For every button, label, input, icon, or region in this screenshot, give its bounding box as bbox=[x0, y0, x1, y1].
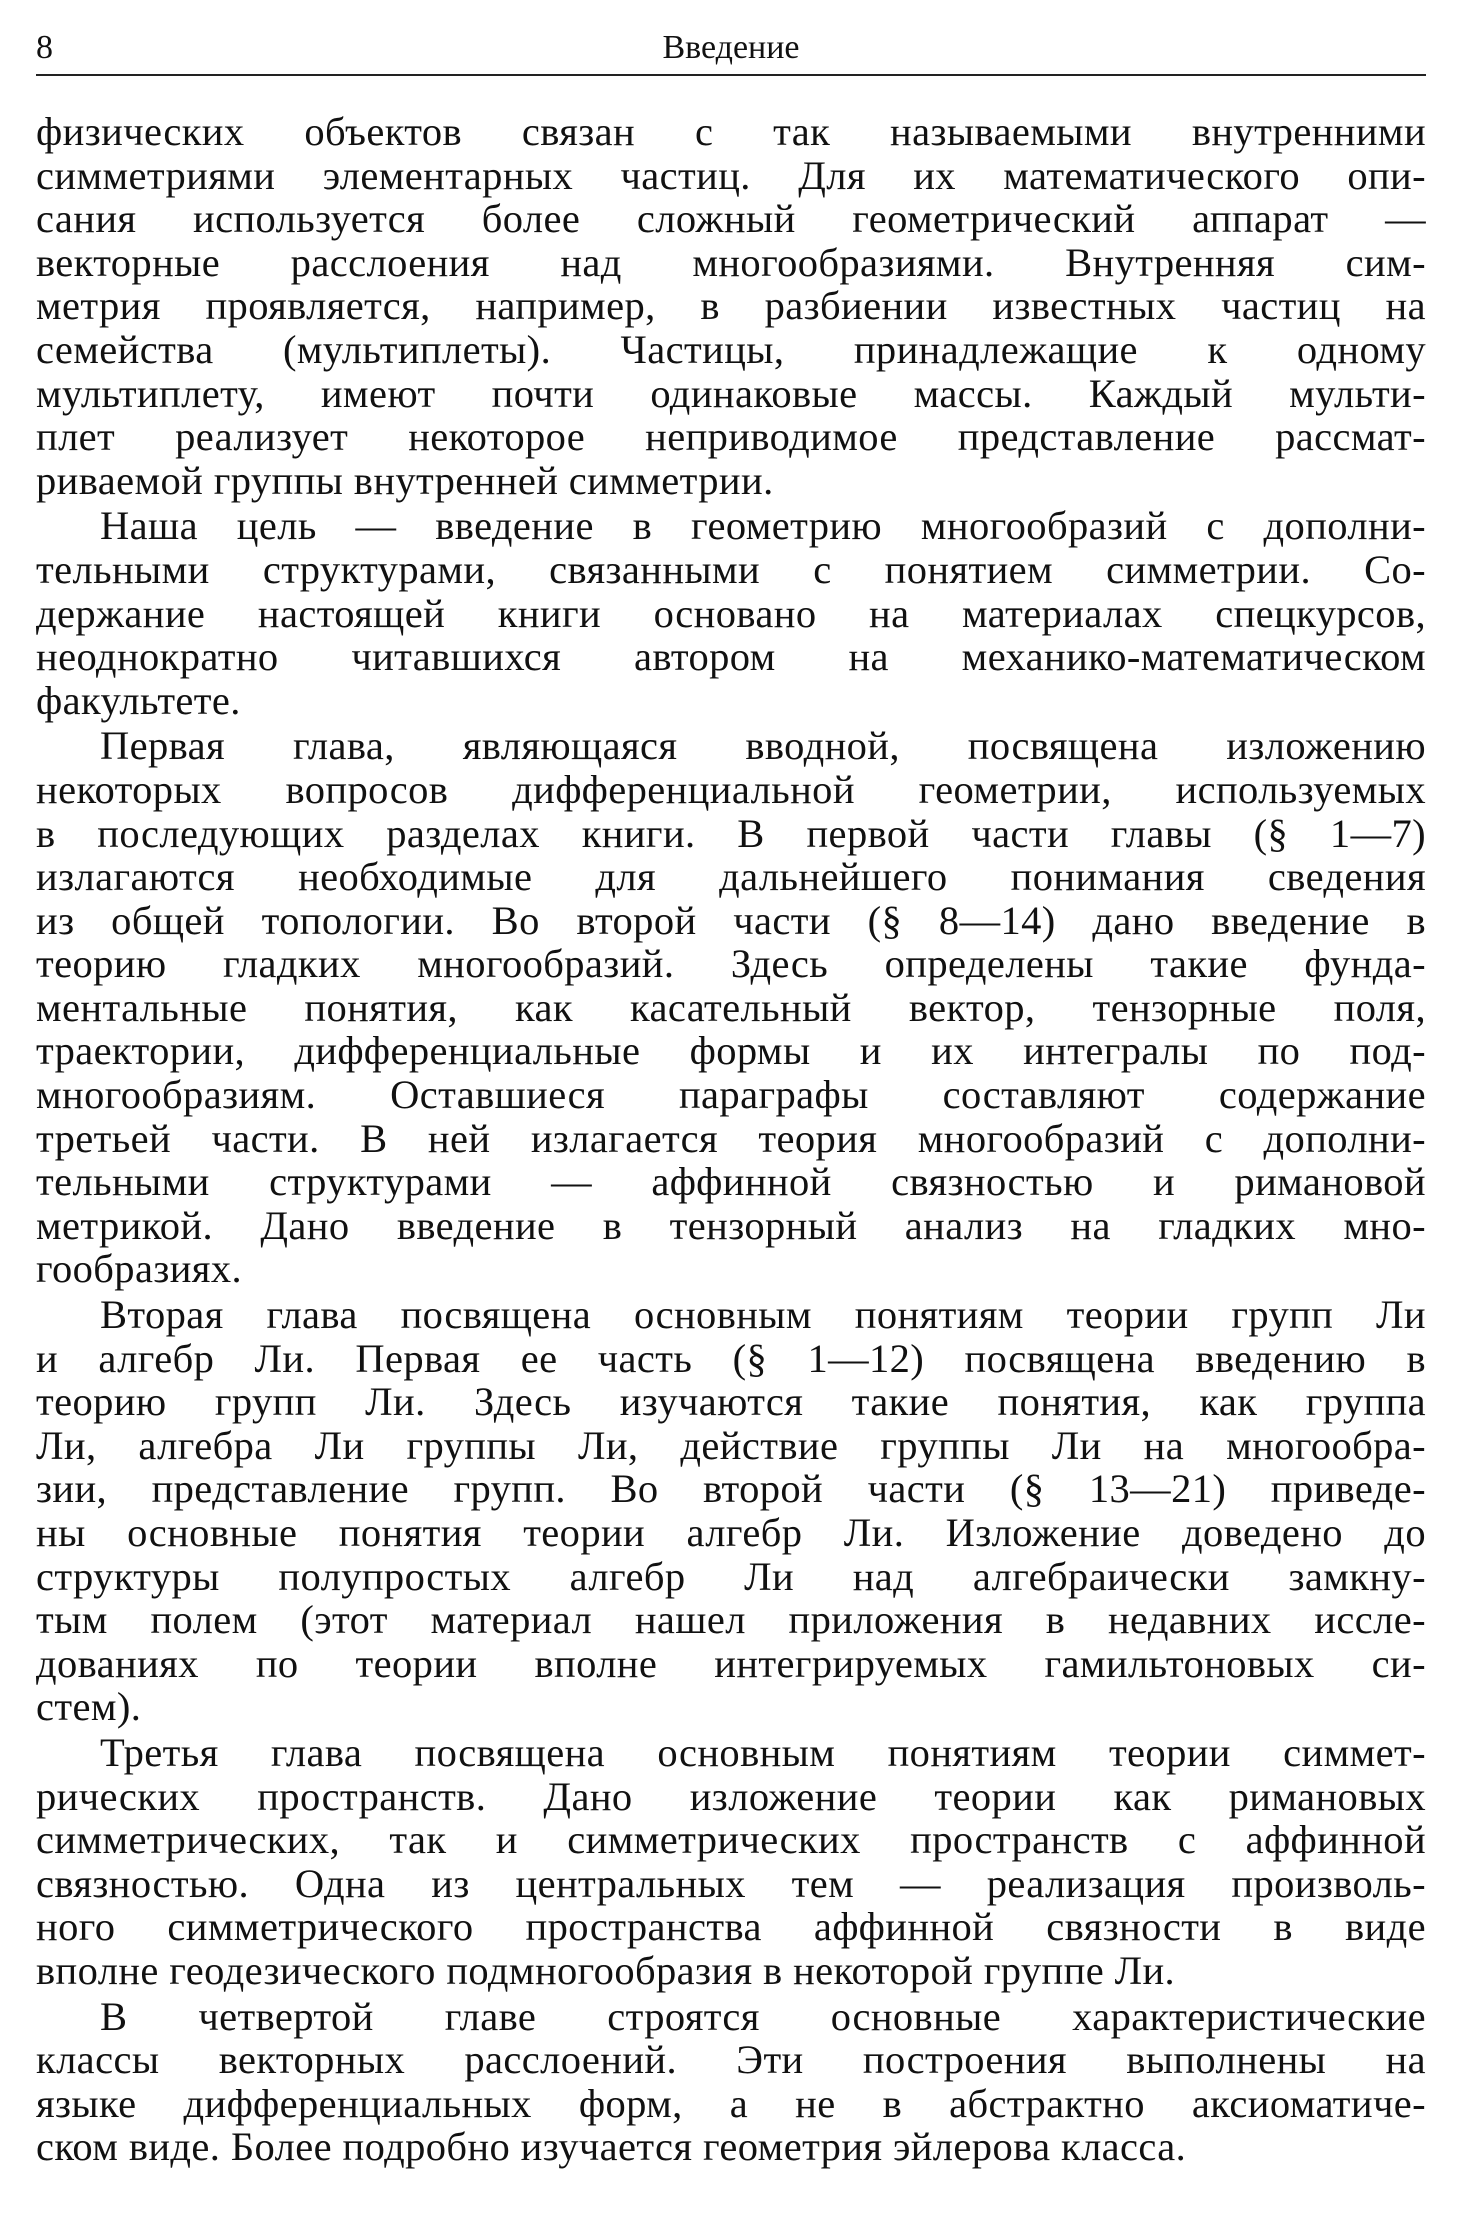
text-line: гообразиях. bbox=[36, 1246, 243, 1292]
page-header bbox=[36, 22, 1426, 76]
text-line: теорию гладких многообразий. Здесь определены такие фунда- bbox=[36, 941, 1426, 987]
text-line: стем). bbox=[36, 1684, 142, 1730]
text-line: векторные расслоения над многообразиями. Внутренняя сим- bbox=[36, 239, 1426, 285]
text-line: ны основные понятия теории алгебр Ли. Изложение доведено до bbox=[36, 1510, 1426, 1555]
text-line: семейства (мультиплеты). Частицы, принадлежащие к одному bbox=[36, 326, 1427, 372]
text-line: рических пространств. Дано изложение теории как римановых bbox=[36, 1773, 1426, 1819]
paragraph bbox=[36, 1995, 1426, 2169]
text-line: В четвертой главе строятся основные характеристические bbox=[100, 1993, 1426, 2039]
paragraph bbox=[36, 724, 1426, 1291]
paragraph bbox=[36, 110, 1426, 502]
text-line: Наша цель — введение в геометрию многообразий с дополни- bbox=[100, 503, 1427, 549]
text-line: некоторых вопросов дифференциальной геометрии, используемых bbox=[36, 766, 1426, 812]
text-line: вполне геодезического подмногообразия в некоторой группе Ли. bbox=[36, 1947, 1176, 1993]
text-line: классы векторных расслоений. Эти построения выполнены на bbox=[36, 2037, 1427, 2083]
text-line: излагаются необходимые для дальнейшего понимания сведения bbox=[36, 854, 1426, 900]
text-line: физических объектов связан с так называемыми внутренними bbox=[36, 109, 1427, 154]
text-line: ском виде. Более подробно изучается геометрия эйлерова класса. bbox=[36, 2124, 1187, 2170]
text-line: дованиях по теории вполне интегрируемых гамильтоновых си- bbox=[36, 1640, 1426, 1686]
text-line: Первая глава, являющаяся вводной, посвящена изложению bbox=[100, 723, 1426, 769]
text-line: метрия проявляется, например, в разбиении известных частиц на bbox=[36, 283, 1426, 329]
text-line: теорию групп Ли. Здесь изучаются такие понятия, как группа bbox=[36, 1379, 1427, 1425]
text-line: плет реализует некоторое неприводимое представление рассмат- bbox=[36, 414, 1426, 460]
text-line: связностью. Одна из центральных тем — реализация произволь- bbox=[36, 1860, 1426, 1906]
paragraph bbox=[36, 1293, 1426, 1729]
text-line: тым полем (этот материал нашел приложения в недавних иссле- bbox=[36, 1597, 1426, 1643]
text-line: зии, представление групп. Во второй части (§ 13—21) приведе- bbox=[36, 1466, 1426, 1512]
running-title: Введение bbox=[662, 29, 800, 66]
text-line: Вторая глава посвящена основным понятиям теории групп Ли bbox=[100, 1292, 1426, 1338]
text-line: Ли, алгебра Ли группы Ли, действие группы Ли на многообра- bbox=[36, 1422, 1427, 1468]
text-line: Третья глава посвящена основным понятиям теории симмет- bbox=[100, 1729, 1427, 1775]
text-line: факультете. bbox=[36, 677, 241, 723]
body-text bbox=[36, 110, 1426, 2169]
text-line: траектории, дифференциальные формы и их интегралы по под- bbox=[36, 1028, 1426, 1074]
text-line: метрикой. Дано введение в тензорный анализ на гладких мно- bbox=[36, 1202, 1426, 1248]
text-line: ментальные понятия, как касательный вектор, тензорные поля, bbox=[36, 984, 1426, 1030]
text-line: риваемой группы внутренней симметрии. bbox=[36, 457, 774, 503]
text-line: ного симметрического пространства аффинной связности в виде bbox=[36, 1904, 1426, 1950]
text-line: неоднократно читавшихся автором на механико-математическом bbox=[36, 634, 1427, 680]
text-line: тельными структурами — аффинной связностью и римановой bbox=[36, 1159, 1426, 1205]
text-line: и алгебр Ли. Первая ее часть (§ 1—12) посвящена введению в bbox=[36, 1335, 1427, 1381]
paragraph bbox=[36, 1731, 1426, 1993]
text-line: симметрических, так и симметрических пространств с аффинной bbox=[36, 1817, 1427, 1863]
page-number: 8 bbox=[36, 29, 53, 66]
text-line: из общей топологии. Во второй части (§ 8—14) дано введение в bbox=[36, 897, 1426, 943]
text-line: сания используется более сложный геометрический аппарат — bbox=[36, 196, 1427, 242]
text-line: языке дифференциальных форм, а не в абстрактно аксиоматиче- bbox=[36, 2080, 1426, 2126]
paragraph bbox=[36, 504, 1426, 722]
text-line: симметриями элементарных частиц. Для их математического опи- bbox=[36, 152, 1427, 198]
text-line: тельными структурами, связанными с понятием симметрии. Со- bbox=[36, 546, 1427, 592]
text-line: третьей части. В ней излагается теория многообразий с дополни- bbox=[36, 1115, 1427, 1161]
text-line: держание настоящей книги основано на материалах спецкурсов, bbox=[36, 590, 1427, 636]
text-line: в последующих разделах книги. В первой части главы (§ 1—7) bbox=[36, 810, 1427, 856]
text-line: мультиплету, имеют почти одинаковые массы. Каждый мульти- bbox=[36, 370, 1427, 416]
text-line: многообразиям. Оставшиеся параграфы составляют содержание bbox=[36, 1072, 1427, 1118]
text-line: структуры полупростых алгебр Ли над алгебраически замкну- bbox=[36, 1553, 1426, 1599]
